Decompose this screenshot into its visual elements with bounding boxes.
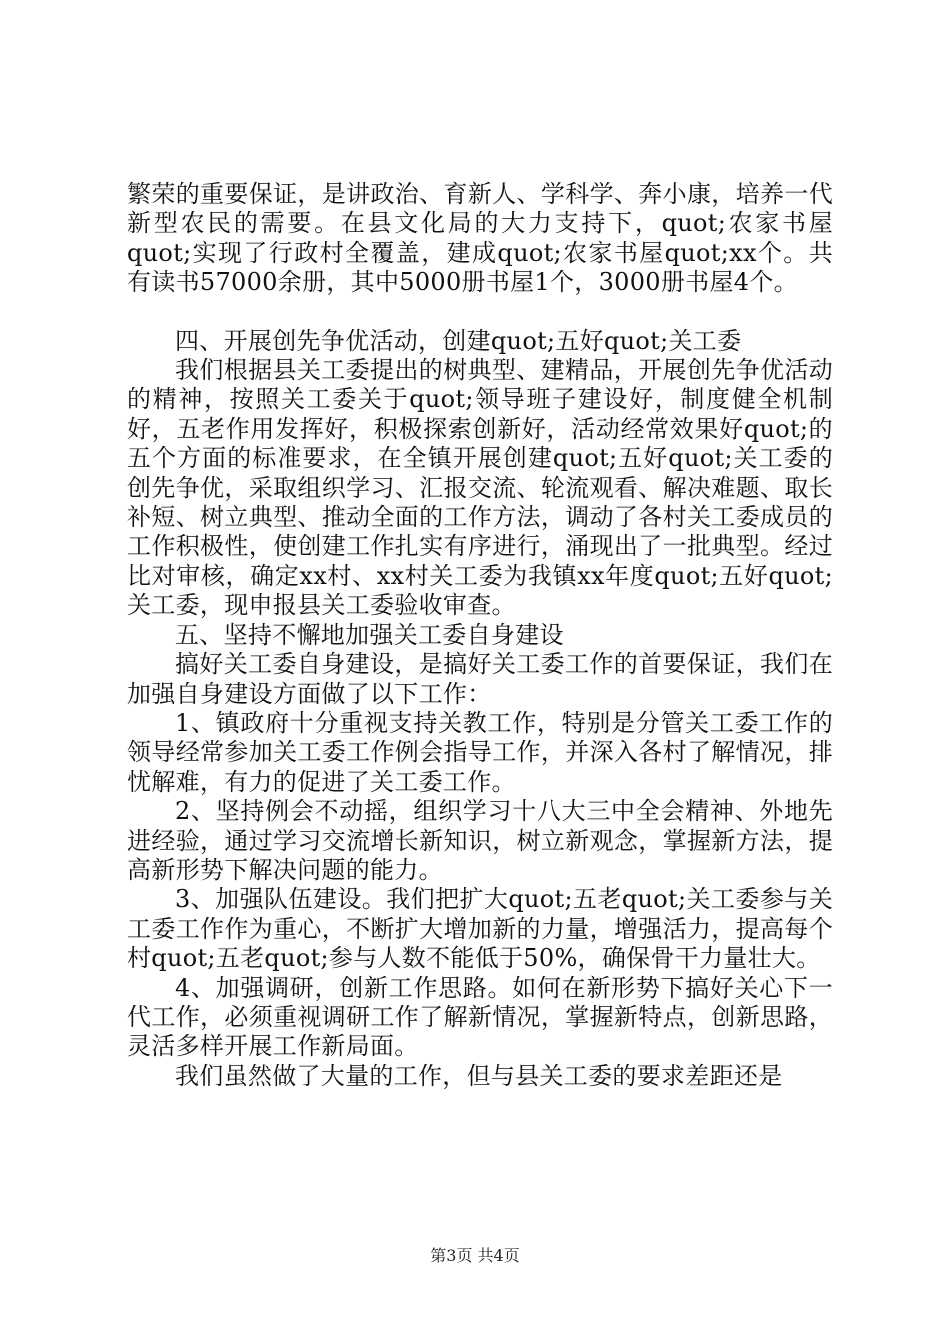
list-item-3: 3、加强队伍建设。我们把扩大quot;五老quot;关工委参与关工委工作作为重心，不断扩大增加新的力量，增强活力，提高每个村quot;五老quot;参与人数不能低于50%，确保骨干力量壮大。 bbox=[127, 885, 833, 973]
section-heading-4: 四、开展创先争优活动，创建quot;五好quot;关工委 bbox=[175, 326, 742, 355]
paragraph-continuation: 繁荣的重要保证，是讲政治、育新人、学科学、奔小康，培养一代新型农民的需要。在县文化局的大力支持下，quot;农家书屋quot;实现了行政村全覆盖，建成quot;农家书屋quot;xx个。共有读书57000余册，其中5000册书屋1个，3000册书屋4个。 bbox=[127, 180, 833, 297]
list-item-2: 2、坚持例会不动摇，组织学习十八大三中全会精神、外地先进经验，通过学习交流增长新知识，树立新观念，掌握新方法，提高新形势下解决问题的能力。 bbox=[127, 797, 833, 884]
paragraph-section-4: 我们根据县关工委提出的树典型、建精品，开展创先争优活动的精神，按照关工委关于quot;领导班子建设好，制度健全机制好，五老作用发挥好，积极探索创新好，活动经常效果好quot;的五个方面的标准要求，在全镇开展创建quot;五好quot;关工委的创先争优，采取组织学习、汇报交流、轮流观看、解决难题、取长补短、树立典型、推动全面的工作方法，调动了各村关工委成员的工作积极性，使创建工作扎实有序进行，涌现出了一批典型。经过比对审核，确定xx村、xx村关工委为我镇xx年度quot;五好quot;关工委，现申报县关工委验收审查。 bbox=[127, 356, 833, 620]
paragraph-closing: 我们虽然做了大量的工作，但与县关工委的要求差距还是 bbox=[175, 1061, 783, 1090]
section-heading-5: 五、坚持不懈地加强关工委自身建设 bbox=[175, 620, 564, 649]
list-item-4: 4、加强调研，创新工作思路。如何在新形势下搞好关心下一代工作，必须重视调研工作了解新情况，掌握新特点，创新思路，灵活多样开展工作新局面。 bbox=[127, 973, 833, 1061]
page-number-footer: 第3页 共4页 bbox=[430, 1246, 520, 1265]
paragraph-section-5-intro: 搞好关工委自身建设，是搞好关工委工作的首要保证，我们在加强自身建设方面做了以下工作： bbox=[127, 650, 833, 708]
list-item-1: 1、镇政府十分重视支持关教工作，特别是分管关工委工作的领导经常参加关工委工作例会指导工作，并深入各村了解情况，排忧解难，有力的促进了关工委工作。 bbox=[127, 708, 833, 796]
document-body bbox=[127, 180, 833, 1091]
